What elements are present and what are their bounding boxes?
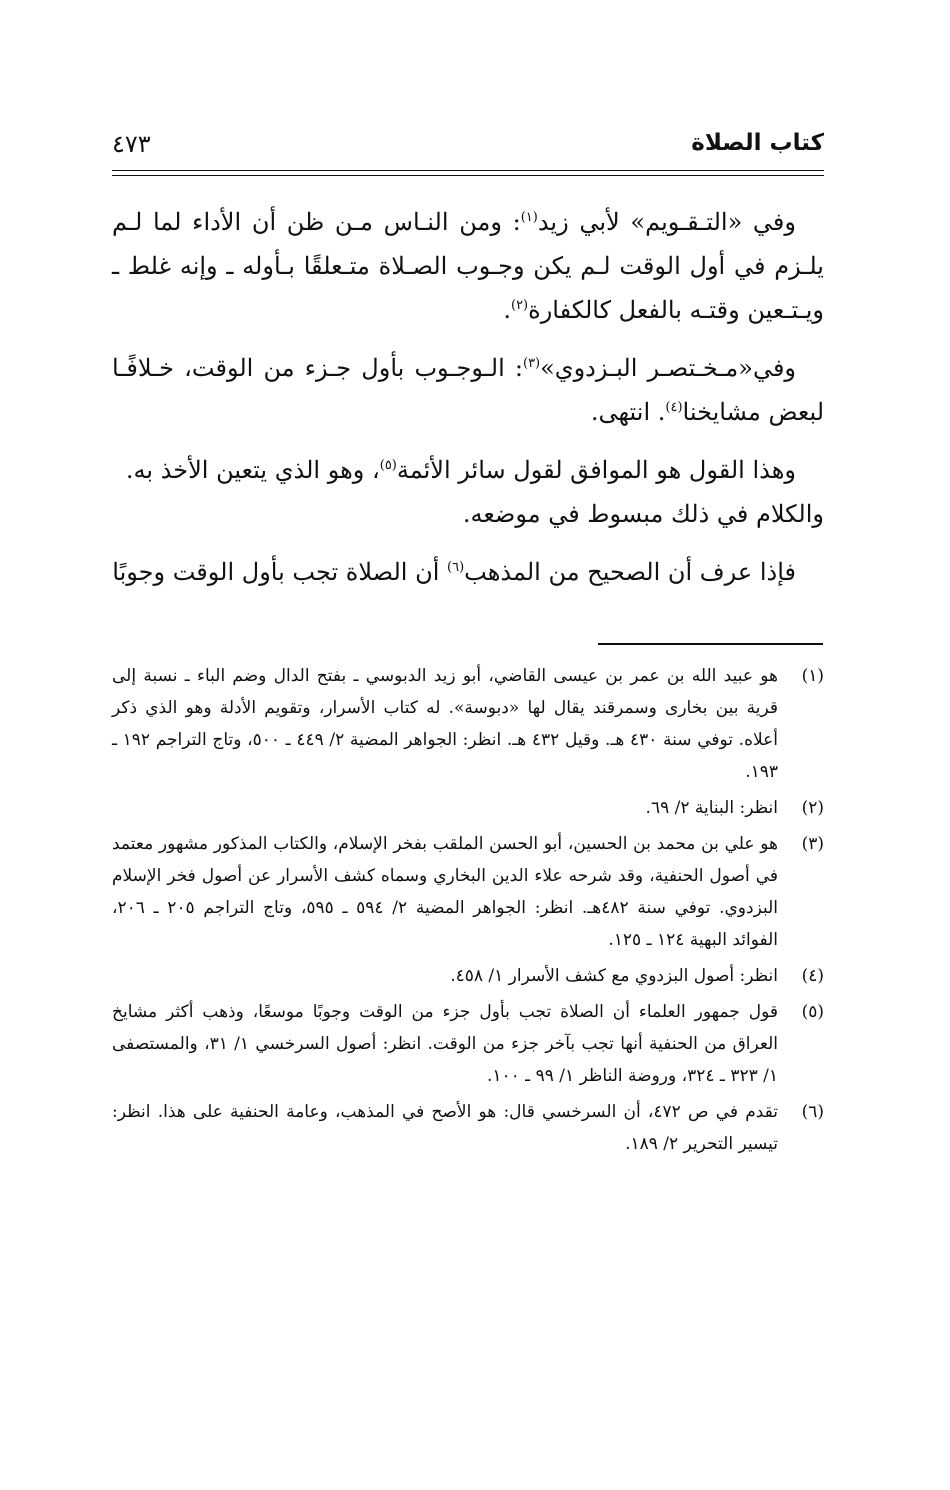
footnote-separator bbox=[598, 643, 823, 645]
footnote-text: انظر: أصول البزدوي مع كشف الأسرار ١/ ٤٥٨. bbox=[450, 966, 778, 986]
footnote-5 bbox=[112, 996, 824, 1092]
footnote-6 bbox=[112, 1096, 824, 1160]
footnote-text: قول جمهور العلماء أن الصلاة تجب بأول جزء من الوقت وجوبًا موسعًا، وذهب أكثر مشايخ العراق من الحنفية أنها تجب بآخر جزء من الوقت. انظر: أصول السرخسي ١/ ٣١، والمستصفى ١/ ٣٢٣ ـ ٣٢٤، وروضة الناظر ١/ ٩٩ ـ ١٠٠. bbox=[112, 1002, 778, 1086]
paragraph-1: وفي «التـقـويم» لأبي زيد$^{(١)}$: ومن النـاس مـن ظن أن الأداء لما لـم يلـزم في أول الوقت لـم يكن وجـوب الصـلاة متـعلقًا بـأوله ـ وإنه غلط ـ ويـتـعين وقتـه بالفعل كالكفارة$^{(٢)}$. bbox=[112, 208, 824, 324]
footnote-ref-5[interactable]: (٥) bbox=[379, 458, 397, 473]
footnote-text: هو علي بن محمد بن الحسين، أبو الحسن الملقب بفخر الإسلام، والكتاب المذكور مشهور معتمد في أصول الحنفية، وقد شرحه علاء الدين البخاري وسماه كشف الأسرار عن أصول فخر الإسلام البزدوي. توفي سنة ٤٨٢هـ. انظر: الجواهر المضية ٢/ ٥٩٤ ـ ٥٩٥، وتاج التراجم ٢٠٥ ـ ٢٠٦، الفوائد البهية ١٢٤ ـ ١٢٥. bbox=[112, 834, 778, 950]
footnote-number: (٥) bbox=[801, 1002, 824, 1022]
footnote-2 bbox=[112, 792, 824, 824]
footnote-text: هو عبيد الله بن عمر بن عيسى القاضي، أبو زيد الدبوسي ـ بفتح الدال وضم الباء ـ نسبة إلى قرية بين بخارى وسمرقند يقال لها «دبوسة». له كتاب الأسرار، وتقويم الأدلة وهو الذي ذكر أعلاه. توفي سنة ٤٣٠ هـ. وقيل ٤٣٢ هـ. انظر: الجواهر المضية ٢/ ٤٤٩ ـ ٥٠٠، وتاج التراجم ١٩٢ ـ ١٩٣. bbox=[112, 666, 778, 782]
footnote-number: (٢) bbox=[801, 798, 824, 818]
main-text bbox=[112, 200, 824, 608]
footnotes bbox=[112, 660, 824, 1164]
paragraph-2: وفي«مـخـتصـر البـزدوي»$^{(٣)}$: الـوجـوب بأول جـزء من الوقت، خـلافًـا لبعض مشايخنا$^{(٤)}$. انتهى. bbox=[112, 354, 824, 426]
footnote-text: انظر: البناية ٢/ ٦٩. bbox=[645, 798, 778, 818]
paragraph-3-continued: والكلام في ذلك مبسوط في موضعه. bbox=[462, 500, 824, 528]
footnote-ref-4[interactable]: (٤) bbox=[665, 400, 683, 415]
footnote-number: (٣) bbox=[801, 834, 824, 854]
header-rule-bottom bbox=[112, 175, 824, 176]
footnote-ref-6[interactable]: (٦) bbox=[447, 560, 465, 575]
footnote-4 bbox=[112, 960, 824, 992]
running-header bbox=[112, 130, 824, 170]
footnote-number: (١) bbox=[801, 666, 824, 686]
footnote-number: (٤) bbox=[801, 966, 824, 986]
paragraph-4: فإذا عرف أن الصحيح من المذهب$^{(٦)}$ أن الصلاة تجب بأول الوقت وجوبًا bbox=[112, 558, 796, 586]
footnote-3 bbox=[112, 828, 824, 956]
footnote-number: (٦) bbox=[801, 1102, 824, 1122]
chapter-title: كتاب الصلاة bbox=[691, 130, 824, 156]
footnote-ref-3[interactable]: (٣) bbox=[522, 356, 541, 371]
footnote-ref-1[interactable]: (١) bbox=[520, 210, 538, 225]
page-number: ٤٧٣ bbox=[112, 130, 151, 158]
footnote-ref-2[interactable]: (٢) bbox=[510, 298, 529, 313]
footnote-1 bbox=[112, 660, 824, 788]
paragraph-3: وهذا القول هو الموافق لقول سائر الأئمة$^{(٥)}$، وهو الذي يتعين الأخذ به. bbox=[125, 456, 796, 484]
footnote-text: تقدم في ص ٤٧٢، أن السرخسي قال: هو الأصح في المذهب، وعامة الحنفية على هذا. انظر: تيسير التحرير ٢/ ١٨٩. bbox=[112, 1102, 778, 1154]
header-rule-top bbox=[112, 170, 824, 171]
